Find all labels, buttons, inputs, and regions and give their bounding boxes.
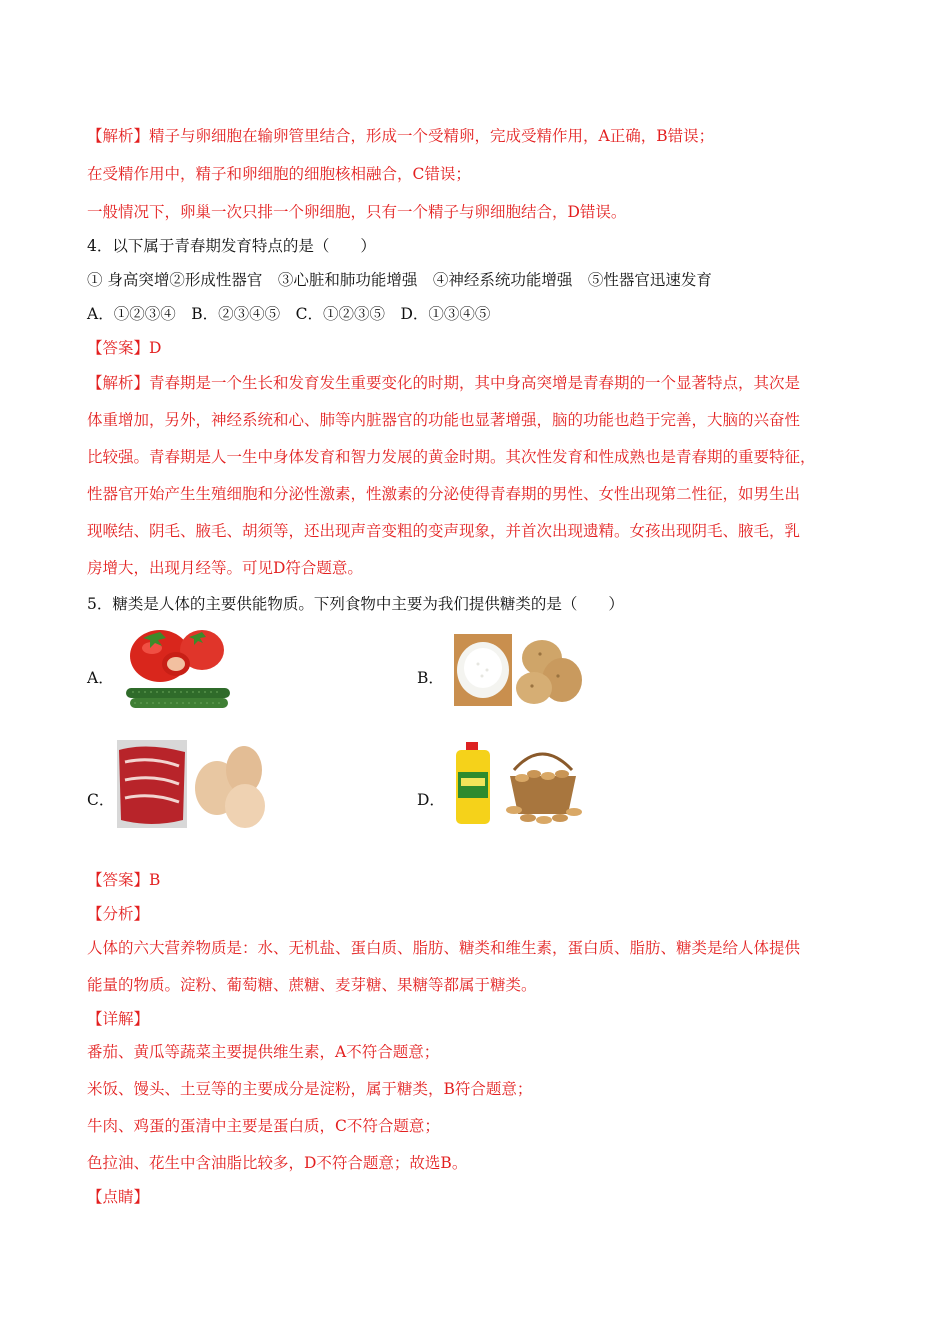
q5-option-d-label: D． xyxy=(417,791,445,809)
q5-xiangjie-line-4: 色拉油、花生中含油脂比较多，D不符合题意；故选B。 xyxy=(87,1154,468,1172)
rice-potato-image xyxy=(454,630,586,710)
q4-analysis-line-3: 比较强。青春期是人一生中身体发育和智力发展的黄金时期。其次性发育和性成熟也是青春期的重要特征， xyxy=(87,448,816,466)
q5-option-c-label: C． xyxy=(87,791,115,809)
tomato-cucumber-image xyxy=(122,626,234,712)
oil-peanut-image xyxy=(452,740,584,826)
q5-fenxi-line-2: 能量的物质。淀粉、葡萄糖、蔗糖、麦芽糖、果糖等都属于糖类。 xyxy=(87,976,537,994)
q5-xiangjie-line-3: 牛肉、鸡蛋的蛋清中主要是蛋白质，C不符合题意； xyxy=(87,1117,440,1135)
q4-stem: 4．以下属于青春期发育特点的是（ ） xyxy=(87,237,376,255)
q4-options: A．①②③④ B．②③④⑤ C．①②③⑤ D．①③④⑤ xyxy=(87,305,491,323)
q5-option-b-label: B． xyxy=(417,669,444,687)
q5-stem: 5．糖类是人体的主要供能物质。下列食物中主要为我们提供糖类的是（ ） xyxy=(87,595,624,613)
q5-fenxi-title: 【分析】 xyxy=(87,905,150,923)
q4-analysis-line-5: 现喉结、阴毛、腋毛、胡须等，还出现声音变粗的变声现象，并首次出现遗精。女孩出现阴毛、腋毛，乳 xyxy=(87,522,801,540)
q3-analysis-line-3: 一般情况下，卵巢一次只排一个卵细胞，只有一个精子与卵细胞结合，D错误。 xyxy=(87,203,627,221)
q4-items: ① 身高突增②形成性器官 ③心脏和肺功能增强 ④神经系统功能增强 ⑤性器官迅速发育 xyxy=(87,271,712,289)
q5-dianjing-title: 【点睛】 xyxy=(87,1188,150,1206)
beef-egg-image xyxy=(117,740,267,828)
q5-fenxi-line-1: 人体的六大营养物质是：水、无机盐、蛋白质、脂肪、糖类和维生素，蛋白质、脂肪、糖类是给人体提供 xyxy=(87,939,801,957)
q4-analysis-line-1: 【解析】青春期是一个生长和发育发生重要变化的时期，其中身高突增是青春期的一个显著特点，其次是 xyxy=(87,374,801,392)
q5-answer: 【答案】B xyxy=(87,871,161,889)
q3-analysis-line-1: 【解析】精子与卵细胞在输卵管里结合，形成一个受精卵，完成受精作用，A正确，B错误； xyxy=(87,127,715,145)
q4-answer: 【答案】D xyxy=(87,339,162,357)
q4-analysis-line-4: 性器官开始产生生殖细胞和分泌性激素，性激素的分泌使得青春期的男性、女性出现第二性征，如男生出 xyxy=(87,485,801,503)
q3-analysis-line-2: 在受精作用中，精子和卵细胞的细胞核相融合，C错误； xyxy=(87,165,471,183)
q4-analysis-line-2: 体重增加，另外，神经系统和心、肺等内脏器官的功能也显著增强，脑的功能也趋于完善，大脑的兴奋性 xyxy=(87,411,801,429)
q5-xiangjie-line-1: 番茄、黄瓜等蔬菜主要提供维生素，A不符合题意； xyxy=(87,1043,440,1061)
q4-analysis-line-6: 房增大，出现月经等。可见D符合题意。 xyxy=(87,559,363,577)
q5-xiangjie-line-2: 米饭、馒头、土豆等的主要成分是淀粉，属于糖类，B符合题意； xyxy=(87,1080,533,1098)
q5-xiangjie-title: 【详解】 xyxy=(87,1010,150,1028)
q5-option-a-label: A． xyxy=(87,669,114,687)
